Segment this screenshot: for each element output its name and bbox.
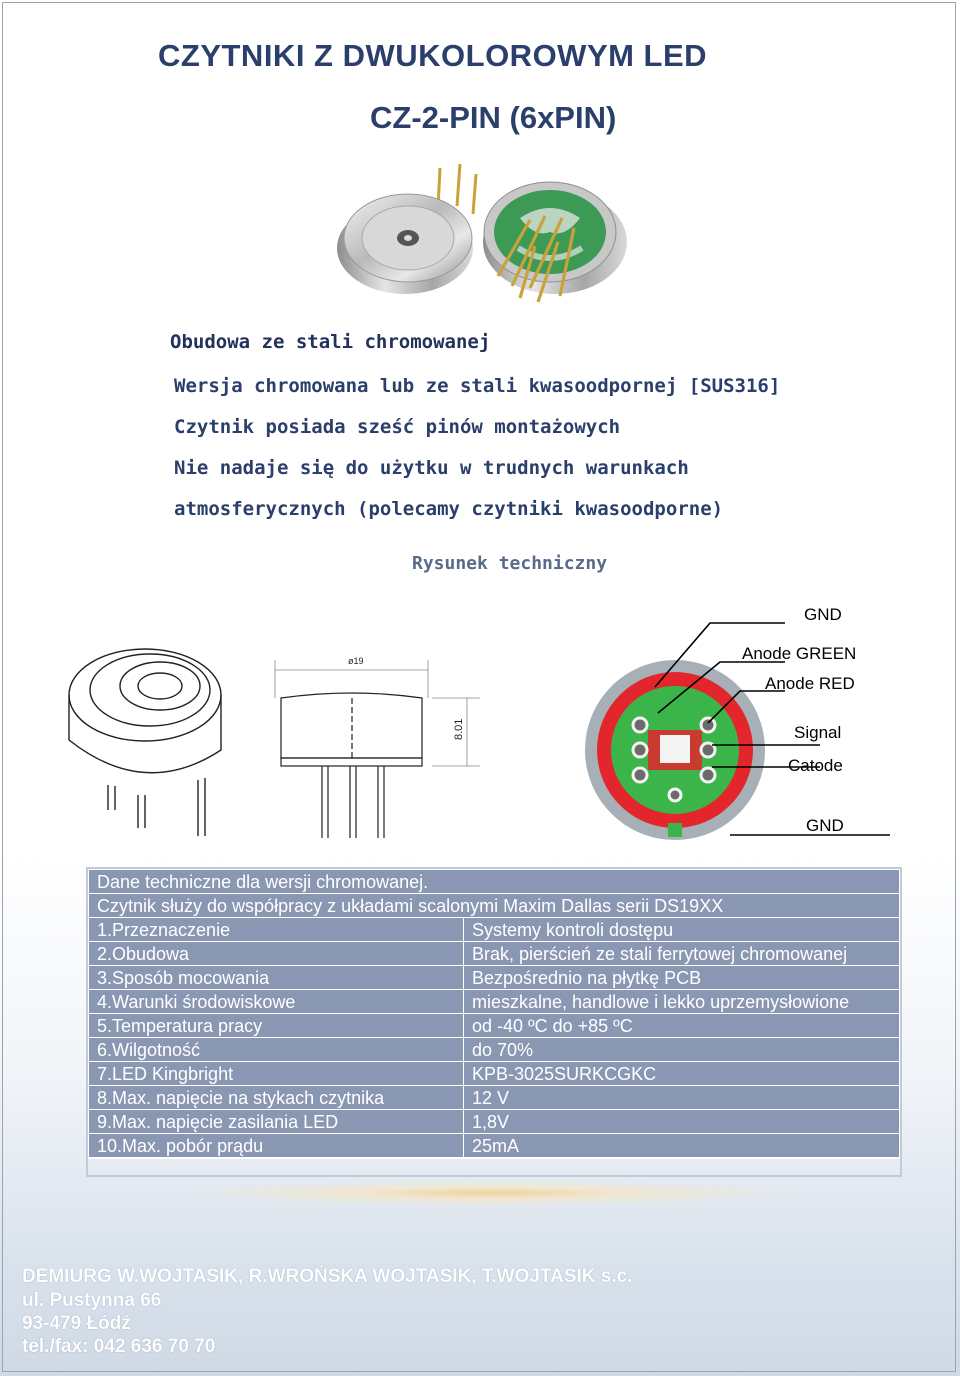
spec-value: 1,8V	[464, 1110, 900, 1134]
spec-row	[89, 1062, 900, 1086]
spec-row	[89, 966, 900, 990]
spec-key: 10.Max. pobór prądu	[89, 1134, 464, 1159]
spec-value: 25mA	[464, 1134, 900, 1159]
description-line: atmosferycznych (polecamy czytniki kwasoodporne)	[174, 498, 724, 520]
footer-phone: tel./fax: 042 636 70 70	[22, 1336, 216, 1357]
spec-value: do 70%	[464, 1038, 900, 1062]
spec-value: Bezpośrednio na płytkę PCB	[464, 966, 900, 990]
spec-row	[89, 918, 900, 942]
page-title: CZYTNIKI Z DWUKOLOROWYM LED	[158, 38, 708, 73]
description-line: Wersja chromowana lub ze stali kwasoodpornej [SUS316]	[174, 375, 781, 397]
right-reader	[483, 182, 627, 302]
footer-company: DEMIURG W.WOJTASIK, R.WROŃSKA WOJTASIK, T.WOJTASIK s.c.	[22, 1266, 633, 1287]
pin-label-anode-red: Anode RED	[765, 674, 855, 693]
pin-label-gnd-top: GND	[804, 605, 842, 624]
pin-label-anode-green: Anode GREEN	[742, 644, 857, 663]
spec-row	[89, 1086, 900, 1110]
spec-value: Brak, pierścień ze stali ferrytowej chromowanej	[464, 942, 900, 966]
height-label: 8.01	[453, 718, 465, 740]
side-view	[275, 660, 480, 838]
product-photo	[330, 158, 640, 316]
spec-value: od -40 ºC do +85 ºC	[464, 1014, 900, 1038]
spec-value: mieszkalne, handlowe i lekko uprzemysłowione	[464, 990, 900, 1014]
spec-key: 8.Max. napięcie na stykach czytnika	[89, 1086, 464, 1110]
description-line: Obudowa ze stali chromowanej	[170, 331, 491, 353]
spec-key: 9.Max. napięcie zasilania LED	[89, 1110, 464, 1134]
spec-value: KPB-3025SURKCGKC	[464, 1062, 900, 1086]
model-title: CZ-2-PIN (6xPIN)	[370, 100, 617, 135]
spec-key: 1.Przeznaczenie	[89, 918, 464, 942]
spec-value: 12 V	[464, 1086, 900, 1110]
spec-key: 4.Warunki środowiskowe	[89, 990, 464, 1014]
pin-label-catode: Catode	[788, 756, 843, 775]
description-line: Czytnik posiada sześć pinów montażowych	[174, 416, 621, 438]
drawing-caption: Rysunek techniczny	[412, 553, 608, 574]
pinout-diagram	[560, 595, 890, 850]
spec-row	[89, 990, 900, 1014]
spec-intro: Czytnik służy do współpracy z układami scalonymi Maxim Dallas serii DS19XX	[89, 894, 900, 918]
spec-intro-row	[89, 870, 900, 894]
spec-value: Systemy kontroli dostępu	[464, 918, 900, 942]
spec-intro: Dane techniczne dla wersji chromowanej.	[89, 870, 900, 894]
spec-key: 5.Temperatura pracy	[89, 1014, 464, 1038]
spec-row	[89, 1038, 900, 1062]
spec-key: 7.LED Kingbright	[89, 1062, 464, 1086]
spec-key: 3.Sposób mocowania	[89, 966, 464, 990]
isometric-view	[69, 649, 221, 836]
spec-row	[89, 1014, 900, 1038]
description-line: Nie nadaje się do użytku w trudnych warunkach	[174, 457, 689, 479]
spec-row	[89, 942, 900, 966]
pin-label-gnd-bottom: GND	[806, 816, 844, 835]
decorative-glow	[180, 1180, 800, 1206]
diameter-label: ø19	[348, 656, 364, 666]
spec-key: 2.Obudowa	[89, 942, 464, 966]
technical-drawing	[60, 600, 480, 840]
footer-city: 93-479 Łódź	[22, 1313, 131, 1334]
footer-street: ul. Pustynna 66	[22, 1290, 162, 1311]
spec-key: 6.Wilgotność	[89, 1038, 464, 1062]
spec-row	[89, 1110, 900, 1134]
pin-label-signal: Signal	[794, 723, 842, 742]
spec-row	[89, 1134, 900, 1159]
spec-intro-row	[89, 894, 900, 918]
spec-table	[88, 869, 900, 1159]
